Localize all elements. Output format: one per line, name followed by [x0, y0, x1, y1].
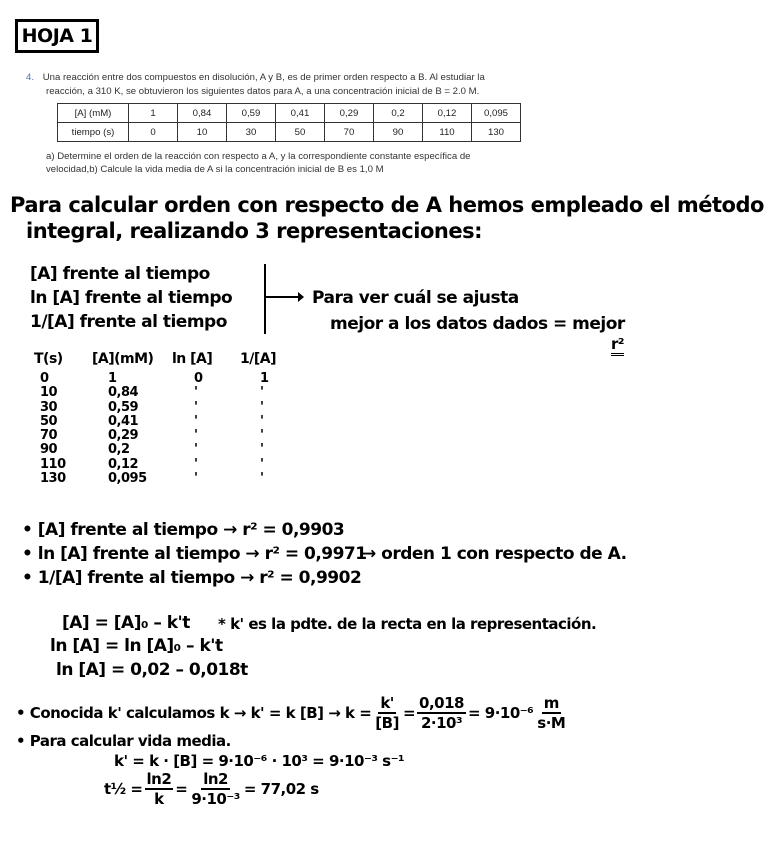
k-prime-calc: k' = k · [B] = 9·10⁻⁶ · 10³ = 9·10⁻³ s⁻¹ — [114, 752, 405, 770]
fraction-ln2-over-k — [145, 770, 174, 808]
table-cell: 50 — [276, 123, 325, 142]
list-item: 0,29 — [108, 428, 139, 444]
list-item: ' — [260, 456, 264, 472]
table-cell: 0,29 — [325, 104, 374, 123]
sheet-label: HOJA 1 — [15, 19, 99, 53]
list-item: 90 — [40, 442, 58, 458]
arrow-text-2: mejor a los datos dados = mejor — [330, 314, 625, 334]
table-row — [58, 123, 521, 142]
table-cell: 0 — [129, 123, 178, 142]
list-item: ' — [260, 442, 264, 458]
fit-conclusion: → orden 1 con respecto de A. — [362, 544, 627, 564]
problem-text-1: Una reacción entre dos compuestos en disolución, A y B, es de primer orden respecto a B. Al estudiar la — [42, 72, 485, 83]
inv-column — [260, 372, 269, 486]
fraction-ln2-numeric — [189, 770, 242, 808]
list-item: 0,095 — [108, 471, 147, 487]
list-item: 1 — [260, 371, 269, 386]
list-item: ' — [260, 471, 264, 487]
list-item: ' — [194, 428, 198, 444]
list-item: 0,84 — [108, 385, 139, 401]
fraction-numerator: k' — [380, 694, 394, 712]
list-item: ' — [194, 413, 198, 429]
table-cell: 70 — [325, 123, 374, 142]
table-cell: 90 — [374, 123, 423, 142]
list-item: ' — [194, 385, 198, 401]
list-item: ' — [194, 456, 198, 472]
list-item: 0,12 — [108, 456, 139, 472]
list-item: 0,2 — [108, 442, 130, 458]
fraction-numeric — [417, 694, 466, 732]
list-item: ' — [260, 428, 264, 444]
ln-column — [194, 372, 203, 486]
fraction-k-over-b — [373, 694, 401, 732]
question-line-1: a) Determine el orden de la reacción con respecto a A, y la correspondiente constante específica de — [46, 151, 471, 162]
fraction-numerator: 0,018 — [419, 694, 464, 712]
list-item: 0 — [194, 371, 203, 386]
table-cell: [A] (mM) — [58, 104, 129, 123]
equation-1-note: * k' es la pdte. de la recta en la representación. — [218, 615, 597, 633]
intro-line-1: Para calcular orden con respecto de A hemos empleado el método — [10, 193, 764, 217]
table-cell: tiempo (s) — [58, 123, 129, 142]
table-cell: 0,59 — [227, 104, 276, 123]
t-half-result: = 77,02 s — [243, 780, 319, 798]
list-item: 10 — [40, 385, 58, 401]
r2-label: r² — [611, 335, 624, 356]
list-item: 0 — [40, 371, 49, 386]
list-item: ' — [194, 471, 198, 487]
data-table — [57, 103, 521, 142]
fit-result-1: • [A] frente al tiempo → r² = 0,9903 — [22, 520, 345, 540]
list-item: 50 — [40, 413, 58, 429]
equation-2: ln [A] = ln [A]₀ – k't — [50, 636, 223, 656]
list-item: ' — [194, 442, 198, 458]
fraction-denominator: k — [154, 790, 164, 808]
list-item: ' — [260, 385, 264, 401]
list-item: ' — [260, 413, 264, 429]
col-header-t: T(s) — [34, 351, 63, 367]
fit-result-3: • 1/[A] frente al tiempo → r² = 0,9902 — [22, 568, 362, 588]
fraction-denominator: [B] — [375, 714, 399, 732]
table-cell: 0,84 — [178, 104, 227, 123]
list-item: 30 — [40, 399, 58, 415]
list-item: 70 — [40, 428, 58, 444]
table-cell: 0,095 — [472, 104, 521, 123]
representation-2: ln [A] frente al tiempo — [30, 288, 233, 308]
table-cell: 1 — [129, 104, 178, 123]
problem-line-1 — [26, 72, 485, 84]
list-item: 1 — [108, 371, 117, 386]
col-header-inv: 1/[A] — [240, 351, 276, 367]
k-calc-lead: • Conocida k' calculamos k → k' = k [B] → k = — [16, 704, 372, 722]
arrow-text-1: Para ver cuál se ajusta — [312, 288, 519, 308]
table-cell: 110 — [423, 123, 472, 142]
problem-line-2: reacción, a 310 K, se obtuvieron los siguientes datos para A, a una concentración inicial de B = 2.0 M. — [46, 86, 480, 97]
table-cell: 0,2 — [374, 104, 423, 123]
k-calculation — [16, 694, 569, 732]
equals-sign: = — [175, 780, 188, 798]
list-item: 110 — [40, 456, 66, 472]
fraction-numerator: ln2 — [146, 770, 172, 788]
table-row — [58, 104, 521, 123]
table-cell: 130 — [472, 123, 521, 142]
k-value: = 9·10⁻⁶ — [467, 704, 534, 722]
list-item: ' — [260, 399, 264, 415]
t-column — [40, 372, 66, 486]
table-cell: 0,12 — [423, 104, 472, 123]
equation-1: [A] = [A]₀ – k't — [62, 613, 190, 633]
list-item: 0,41 — [108, 413, 139, 429]
table-cell: 10 — [178, 123, 227, 142]
table-cell: 30 — [227, 123, 276, 142]
equation-3: ln [A] = 0,02 – 0,018t — [56, 660, 248, 680]
representation-3: 1/[A] frente al tiempo — [30, 312, 227, 332]
representation-1: [A] frente al tiempo — [30, 264, 210, 284]
equals-sign: = — [402, 704, 416, 722]
list-item: 0,59 — [108, 399, 139, 415]
fraction-denominator: 2·10³ — [420, 714, 463, 732]
list-item: 130 — [40, 471, 66, 487]
fraction-denominator: s·M — [537, 714, 566, 732]
fraction-unit — [535, 694, 567, 732]
a-column — [108, 372, 147, 486]
table-cell: 0,41 — [276, 104, 325, 123]
fraction-numerator: ln2 — [203, 770, 228, 788]
fit-result-2: • ln [A] frente al tiempo → r² = 0,9971 — [22, 544, 367, 564]
t-half-label: t½ = — [104, 780, 143, 798]
list-item: ' — [194, 399, 198, 415]
question-line-2: velocidad,b) Calcule la vida media de A si la concentración inicial de B es 1,0 M — [46, 164, 384, 175]
problem-number: 4. — [26, 72, 35, 83]
fraction-denominator: 9·10⁻³ — [191, 790, 240, 808]
half-life-calc — [104, 770, 319, 808]
half-life-lead: • Para calcular vida media. — [16, 732, 231, 750]
fraction-numerator: m — [543, 694, 559, 712]
col-header-a: [A](mM) — [92, 351, 154, 367]
col-header-ln: ln [A] — [172, 351, 213, 367]
arrow-right-icon — [264, 290, 304, 304]
intro-line-2: integral, realizando 3 representaciones: — [26, 219, 482, 243]
